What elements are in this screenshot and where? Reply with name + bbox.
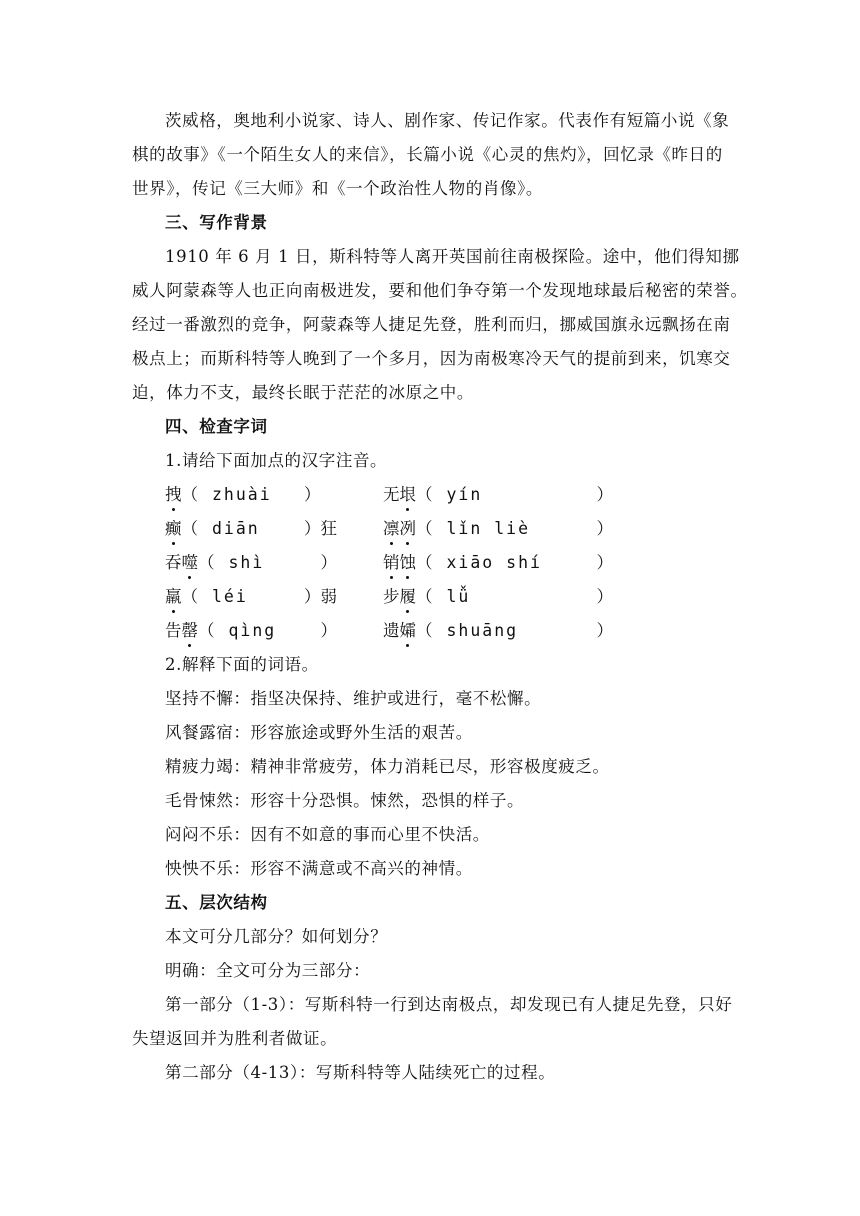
dotted-character: 销 — [383, 553, 400, 572]
close-paren: ） — [304, 519, 321, 538]
structure-answer: 明确：全文可分为三部分： — [165, 961, 371, 980]
dotted-characters — [182, 553, 199, 572]
close-paren: ） — [320, 621, 337, 640]
dotted-characters — [165, 587, 182, 606]
background-line-1: 1910 年 6 月 1 日，斯科特等人离开英国前往南极探险。途中，他们得知挪 — [165, 247, 740, 266]
open-paren: （ — [416, 553, 433, 572]
dotted-character: 蚀 — [399, 553, 416, 572]
pinyin-item-right — [383, 620, 613, 642]
pinyin-row — [165, 518, 725, 540]
close-paren: ） — [596, 553, 613, 572]
definition-3: 精疲力竭：精神非常疲劳，体力消耗已尽，形容极度疲乏。 — [165, 757, 610, 776]
pinyin-row — [165, 484, 725, 506]
dotted-characters — [165, 485, 182, 504]
pinyin-answer: qìng — [228, 621, 277, 640]
intro-line-1: 茨威格，奥地利小说家、诗人、剧作家、传记作家。代表作有短篇小说《象 — [165, 111, 730, 130]
open-paren: （ — [181, 587, 198, 606]
dotted-character: 垠 — [399, 485, 416, 504]
dotted-characters — [383, 519, 416, 538]
question-2: 2.解释下面的词语。 — [165, 655, 319, 674]
dotted-character: 癫 — [165, 519, 182, 538]
dotted-characters — [383, 553, 416, 572]
intro-line-2: 棋的故事》《一个陌生女人的来信》，长篇小说《心灵的焦灼》，回忆录《昨日的 — [132, 145, 723, 164]
structure-question: 本文可分几部分？如何划分？ — [165, 927, 388, 946]
dotted-characters — [165, 519, 182, 538]
dotted-characters — [400, 485, 417, 504]
close-paren: ） — [596, 485, 613, 504]
dotted-characters — [400, 621, 417, 640]
definition-5: 闷闷不乐：因有不如意的事而心里不快活。 — [165, 825, 490, 844]
intro-line-3: 世界》，传记《三大师》和《一个政治性人物的肖像》。 — [132, 179, 543, 198]
pinyin-item-left — [165, 552, 337, 574]
question-1: 1.请给下面加点的汉字注音。 — [165, 451, 388, 470]
dotted-character: 履 — [399, 587, 416, 606]
pinyin-row — [165, 620, 725, 642]
close-paren: ） — [596, 519, 613, 538]
open-paren: （ — [181, 519, 198, 538]
pinyin-item-left — [165, 484, 321, 506]
dotted-character: 冽 — [399, 519, 416, 538]
open-paren: （ — [198, 621, 215, 640]
pinyin-answer: diān — [212, 519, 260, 538]
open-paren: （ — [416, 587, 433, 606]
pinyin-answer: shuāng — [446, 621, 519, 640]
definition-2: 风餐露宿：形容旅途或野外生活的艰苦。 — [165, 723, 473, 742]
word-prefix: 告 — [165, 621, 182, 640]
dotted-character: 拽 — [165, 485, 182, 504]
open-paren: （ — [181, 485, 198, 504]
background-line-2: 威人阿蒙森等人也正向南极进发，要和他们争夺第一个发现地球最后秘密的荣誉。 — [132, 281, 748, 300]
close-paren: ） — [304, 587, 321, 606]
dotted-character: 罄 — [181, 621, 198, 640]
dotted-characters — [182, 621, 199, 640]
dotted-character: 孀 — [399, 621, 416, 640]
pinyin-item-right — [383, 518, 613, 540]
pinyin-item-right — [383, 484, 613, 506]
dotted-character: 羸 — [165, 587, 182, 606]
pinyin-answer: lǚ — [446, 587, 471, 606]
close-paren: ） — [304, 485, 321, 504]
dotted-characters — [400, 587, 417, 606]
definition-4: 毛骨悚然：形容十分恐惧。悚然，恐惧的样子。 — [165, 791, 525, 810]
section-3-heading: 三、写作背景 — [165, 213, 268, 232]
word-prefix: 遗 — [383, 621, 400, 640]
definition-6: 怏怏不乐：形容不满意或不高兴的神情。 — [165, 859, 473, 878]
open-paren: （ — [416, 621, 433, 640]
pinyin-item-left — [165, 586, 337, 608]
background-line-5: 迫，体力不支，最终长眠于茫茫的冰原之中。 — [132, 383, 474, 402]
open-paren: （ — [416, 485, 433, 504]
pinyin-item-left — [165, 620, 337, 642]
definition-1: 坚持不懈：指坚决保持、维护或进行，毫不松懈。 — [165, 689, 542, 708]
part-1-line-2: 失望返回并为胜利者做证。 — [132, 1029, 338, 1048]
word-prefix: 吞 — [165, 553, 182, 572]
pinyin-row — [165, 552, 725, 574]
part-2: 第二部分（4-13）：写斯科特等人陆续死亡的过程。 — [165, 1063, 556, 1082]
close-paren: ） — [320, 553, 337, 572]
pinyin-answer: léi — [212, 587, 248, 606]
dotted-character: 凛 — [383, 519, 400, 538]
pinyin-item-left — [165, 518, 337, 540]
pinyin-answer: lǐn liè — [446, 519, 531, 538]
word-tail: 弱 — [320, 587, 337, 606]
pinyin-answer: xiāo shí — [446, 553, 542, 572]
pinyin-item-right — [383, 552, 613, 574]
close-paren: ） — [596, 621, 613, 640]
background-line-4: 极点上；而斯科特等人晚到了一个多月，因为南极寒冷天气的提前到来，饥寒交 — [132, 349, 731, 368]
open-paren: （ — [416, 519, 433, 538]
section-4-heading: 四、检查字词 — [165, 417, 268, 436]
pinyin-answer: shì — [228, 553, 265, 572]
pinyin-item-right — [383, 586, 613, 608]
pinyin-row — [165, 586, 725, 608]
close-paren: ） — [596, 587, 613, 606]
pinyin-answer: zhuài — [212, 485, 272, 504]
word-prefix: 无 — [383, 485, 400, 504]
part-1-line-1: 第一部分（1-3）：写斯科特一行到达南极点，却发现已有人捷足先登，只好 — [165, 995, 733, 1014]
pinyin-answer: yín — [446, 485, 483, 504]
dotted-character: 噬 — [181, 553, 198, 572]
section-5-heading: 五、层次结构 — [165, 893, 268, 912]
open-paren: （ — [198, 553, 215, 572]
background-line-3: 经过一番激烈的竞争，阿蒙森等人捷足先登，胜利而归，挪威国旗永远飘扬在南 — [132, 315, 731, 334]
word-tail: 狂 — [320, 519, 337, 538]
word-prefix: 步 — [383, 587, 400, 606]
